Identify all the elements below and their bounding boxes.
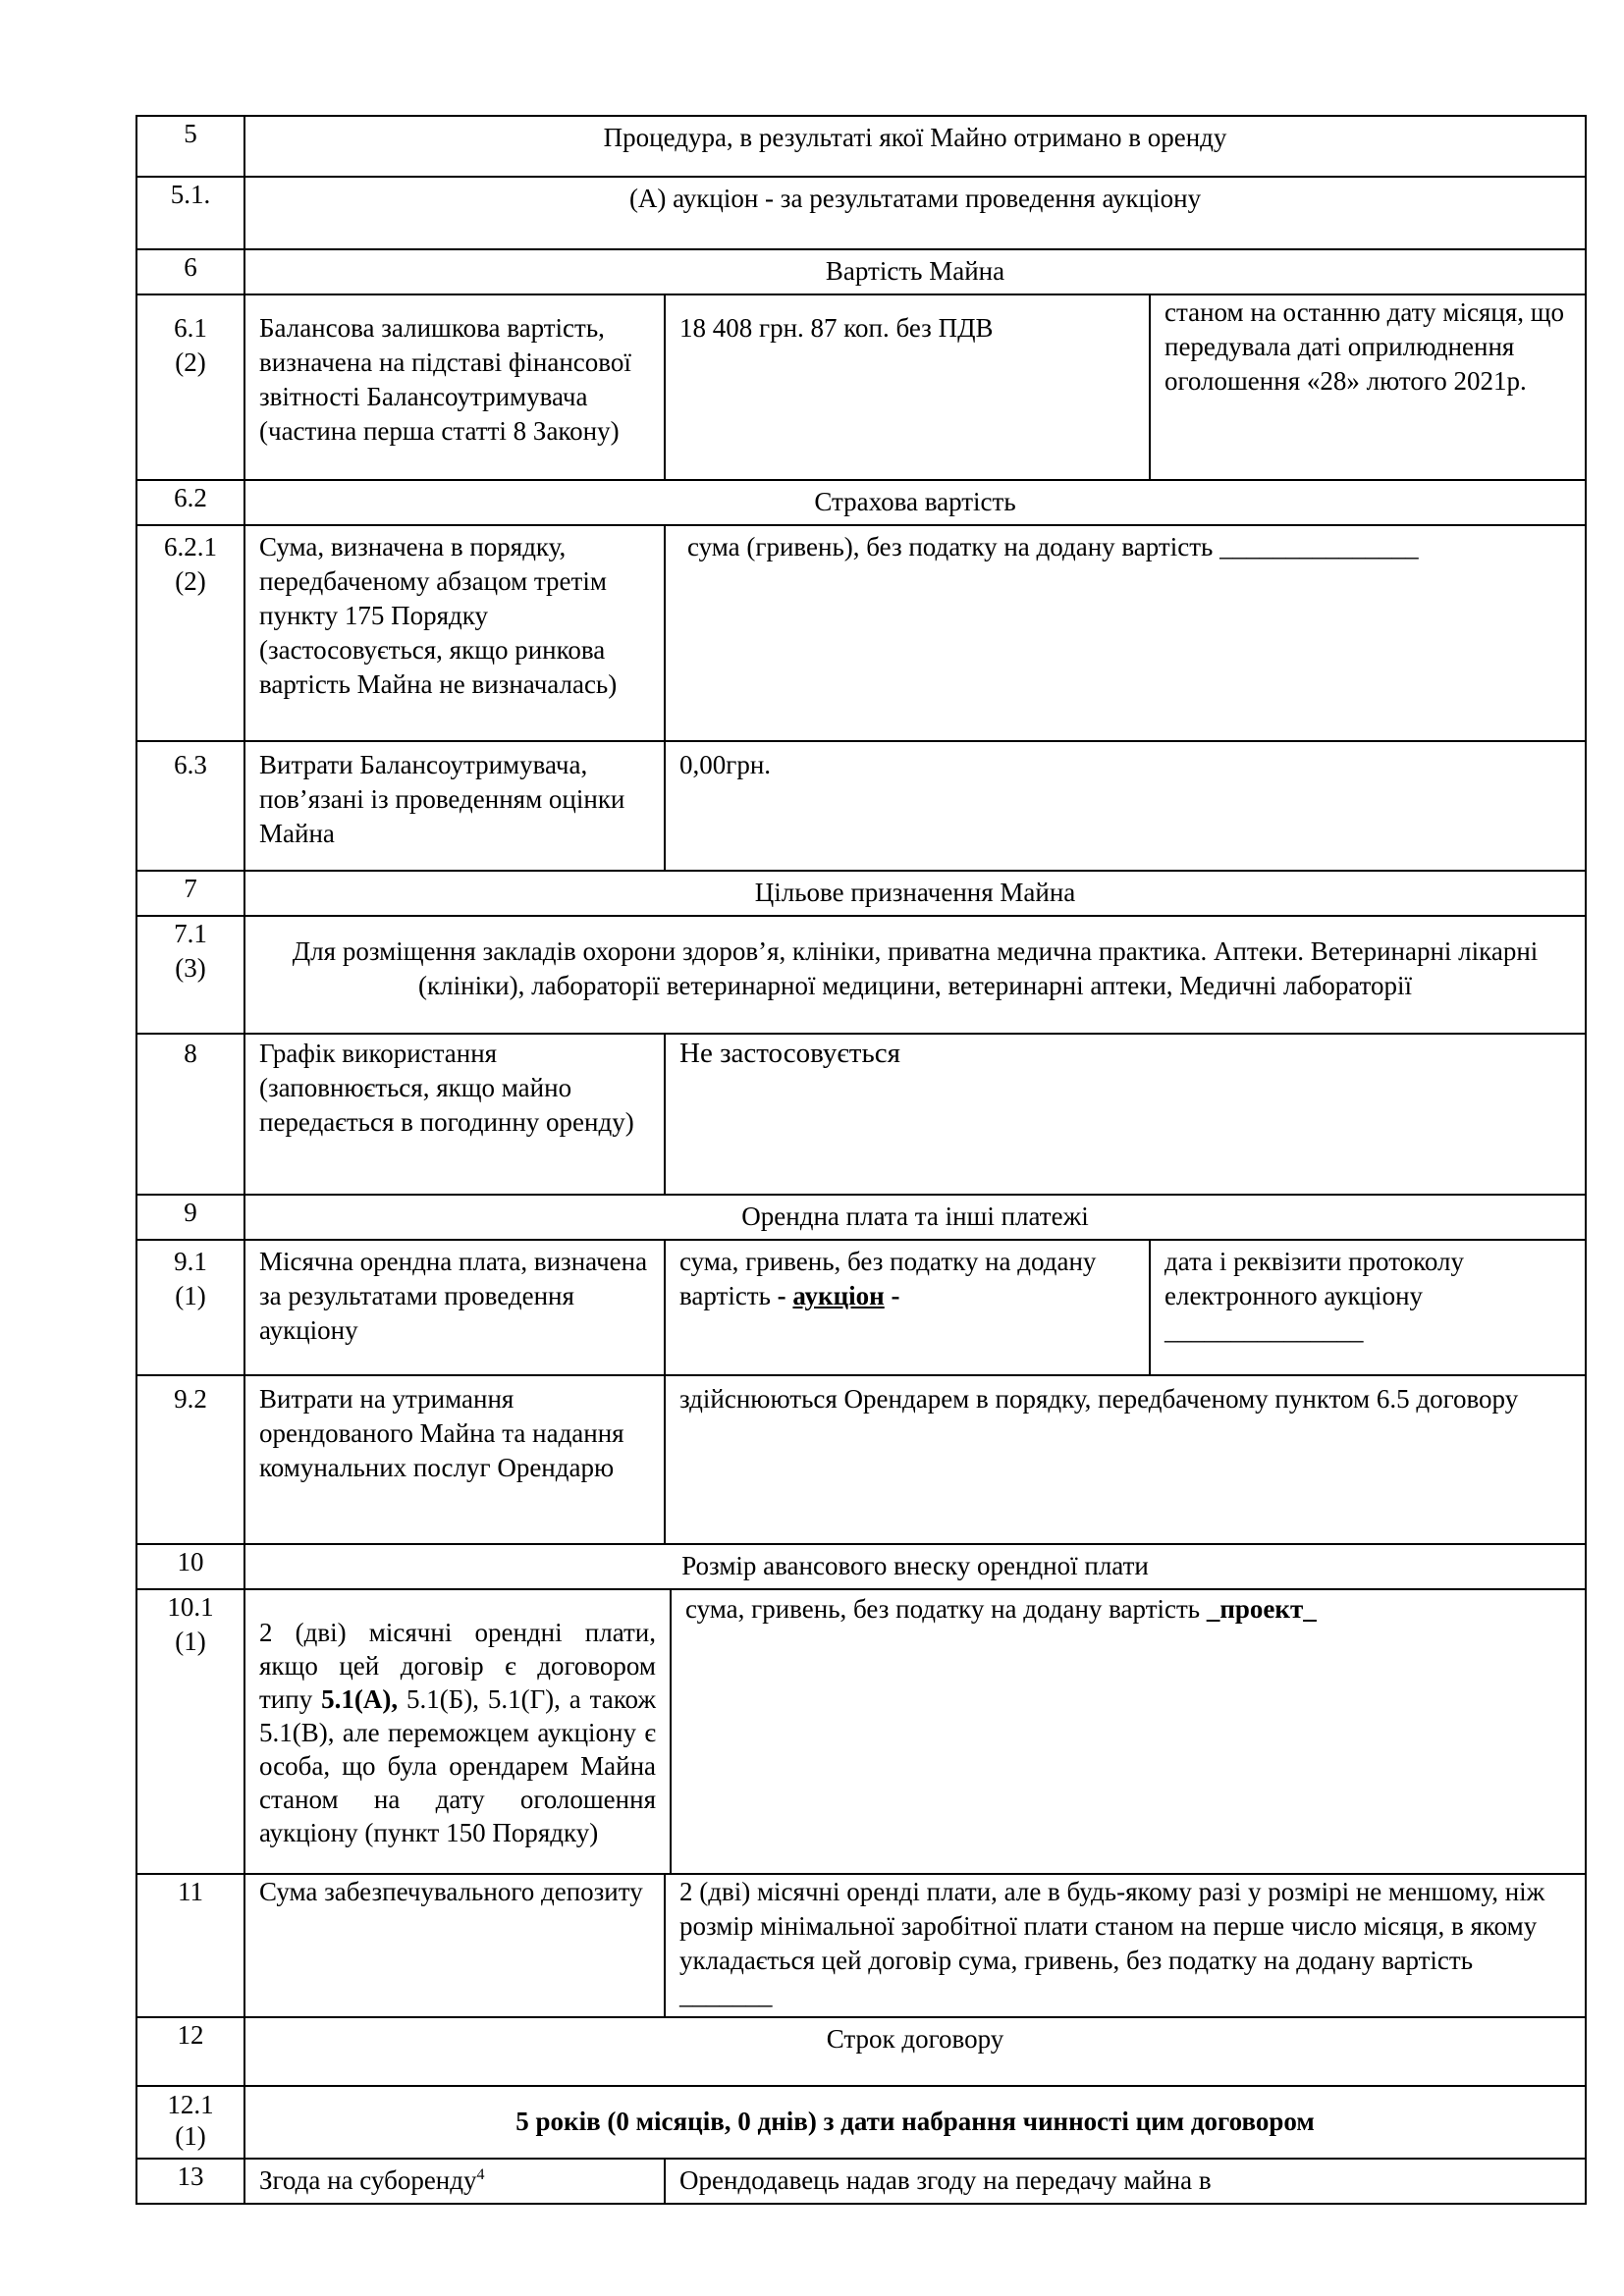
row-number: 13 xyxy=(136,2159,244,2204)
auction-link: аукціон xyxy=(792,1281,885,1310)
section-title: Орендна плата та інші платежі xyxy=(244,1195,1586,1240)
row-label: Сума, визначена в порядку, передбаченому абзацом третім пункту 175 Порядку (застосовується, якщо ринкова вартість Майна не визначалась) xyxy=(244,525,665,741)
table-row xyxy=(136,1195,1586,1240)
row-number: 5.1. xyxy=(136,177,244,249)
advance-payment-value: сума, гривень, без податку на додану вартість _проект_ xyxy=(671,1589,1586,1874)
table-row xyxy=(136,294,1586,480)
row-number: 12 xyxy=(136,2017,244,2086)
monthly-rent-value: сума, гривень, без податку на додану вартість - аукціон - xyxy=(665,1240,1150,1375)
sublease-value: Орендодавець надав згоду на передачу майна в xyxy=(665,2159,1586,2204)
row-number: 6 xyxy=(136,249,244,294)
table-row xyxy=(136,116,1586,177)
row-label: Сума забезпечувального депозиту xyxy=(244,1874,665,2017)
row-label: 2 (дві) місячні орендні плати, якщо цей договір є договором типу 5.1(А), 5.1(Б), 5.1(Г), а також 5.1(В), але переможцем аукціону є особа, що була орендарем Майна станом на дату оголошення аукціону (пункт 150 Порядку) xyxy=(244,1589,671,1874)
purpose-value: Для розміщення закладів охорони здоров’я, клініки, приватна медична практика. Аптеки. Ветеринарні лікарні (клініки), лабораторії ветеринарної медицини, ветеринарні аптеки, Медичні лабораторії xyxy=(244,916,1586,1034)
row-number: 6.2 xyxy=(136,480,244,525)
row-number: 7.1 (3) xyxy=(136,916,244,1034)
table-row xyxy=(136,916,1586,1034)
row-label: Балансова залишкова вартість, визначена на підставі фінансової звітності Балансоутримувача (частина перша статті 8 Закону) xyxy=(244,294,665,480)
table-row xyxy=(136,525,1586,741)
auction-protocol-note: дата і реквізити протоколу електронного аукціону _______________ xyxy=(1150,1240,1586,1375)
document-page xyxy=(135,115,1585,2205)
table-row xyxy=(136,480,1586,525)
table-row xyxy=(136,1034,1586,1195)
row-number: 9 xyxy=(136,1195,244,1240)
row-label: Витрати Балансоутримувача, пов’язані із проведенням оцінки Майна xyxy=(244,741,665,871)
table-row xyxy=(136,2017,1586,2086)
row-number: 6.2.1 (2) xyxy=(136,525,244,741)
table-row xyxy=(136,1375,1586,1544)
balance-value: 18 408 грн. 87 коп. без ПДВ xyxy=(665,294,1150,480)
table-row xyxy=(136,2086,1586,2159)
row-label: Згода на суборенду$^4$ xyxy=(244,2159,665,2204)
row-label: Графік використання (заповнюється, якщо майно передається в погодинну оренду) xyxy=(244,1034,665,1195)
balance-value-date-note: станом на останню дату місяця, що передувала даті оприлюднення оголошення «28» лютого 2021р. xyxy=(1150,294,1586,480)
table-row xyxy=(136,1544,1586,1589)
deposit-value: 2 (дві) місячні оренді плати, але в будь-якому разі у розмірі не меншому, ніж розмір мінімальної заробітної плати станом на перше число місяця, в якому укладається цей договір сума, гривень, без податку на додану вартість _______ xyxy=(665,1874,1586,2017)
row-number: 10 xyxy=(136,1544,244,1589)
row-label: Витрати на утримання орендованого Майна та надання комунальних послуг Орендарю xyxy=(244,1375,665,1544)
section-title: Строк договору xyxy=(244,2017,1586,2086)
contract-term-value: 5 років (0 місяців, 0 днів) з дати набрання чинності цим договором xyxy=(244,2086,1586,2159)
table-row xyxy=(136,2159,1586,2204)
row-number: 6.3 xyxy=(136,741,244,871)
section-title: Процедура, в результаті якої Майно отримано в оренду xyxy=(244,116,1586,177)
table-row xyxy=(136,1240,1586,1375)
section-title: Вартість Майна xyxy=(244,249,1586,294)
table-row xyxy=(136,177,1586,249)
schedule-value: Не застосовується xyxy=(665,1034,1586,1195)
row-number: 5 xyxy=(136,116,244,177)
footnote-marker: 4 xyxy=(476,2166,485,2183)
row-number: 8 xyxy=(136,1034,244,1195)
row-number: 6.1 (2) xyxy=(136,294,244,480)
table-row xyxy=(136,741,1586,871)
section-title: Цільове призначення Майна xyxy=(244,871,1586,916)
row-number: 12.1 (1) xyxy=(136,2086,244,2159)
row-number: 7 xyxy=(136,871,244,916)
table-row xyxy=(136,871,1586,916)
row-number: 11 xyxy=(136,1874,244,2017)
table-row xyxy=(136,249,1586,294)
valuation-cost-value: 0,00грн. xyxy=(665,741,1586,871)
table-row xyxy=(136,1874,1586,2017)
section-title: Страхова вартість xyxy=(244,480,1586,525)
insurance-value: сума (гривень), без податку на додану вартість _______________ xyxy=(665,525,1586,741)
row-number: 9.2 xyxy=(136,1375,244,1544)
section-title: Розмір авансового внеску орендної плати xyxy=(244,1544,1586,1589)
procedure-value: (А) аукціон - за результатами проведення аукціону xyxy=(244,177,1586,249)
row-number: 9.1 (1) xyxy=(136,1240,244,1375)
maintenance-costs-value: здійснюються Орендарем в порядку, передбаченому пунктом 6.5 договору xyxy=(665,1375,1586,1544)
row-number: 10.1 (1) xyxy=(136,1589,244,1874)
row-label: Місячна орендна плата, визначена за результатами проведення аукціону xyxy=(244,1240,665,1375)
table-row xyxy=(136,1589,1586,1874)
lease-terms-table xyxy=(135,115,1587,2205)
